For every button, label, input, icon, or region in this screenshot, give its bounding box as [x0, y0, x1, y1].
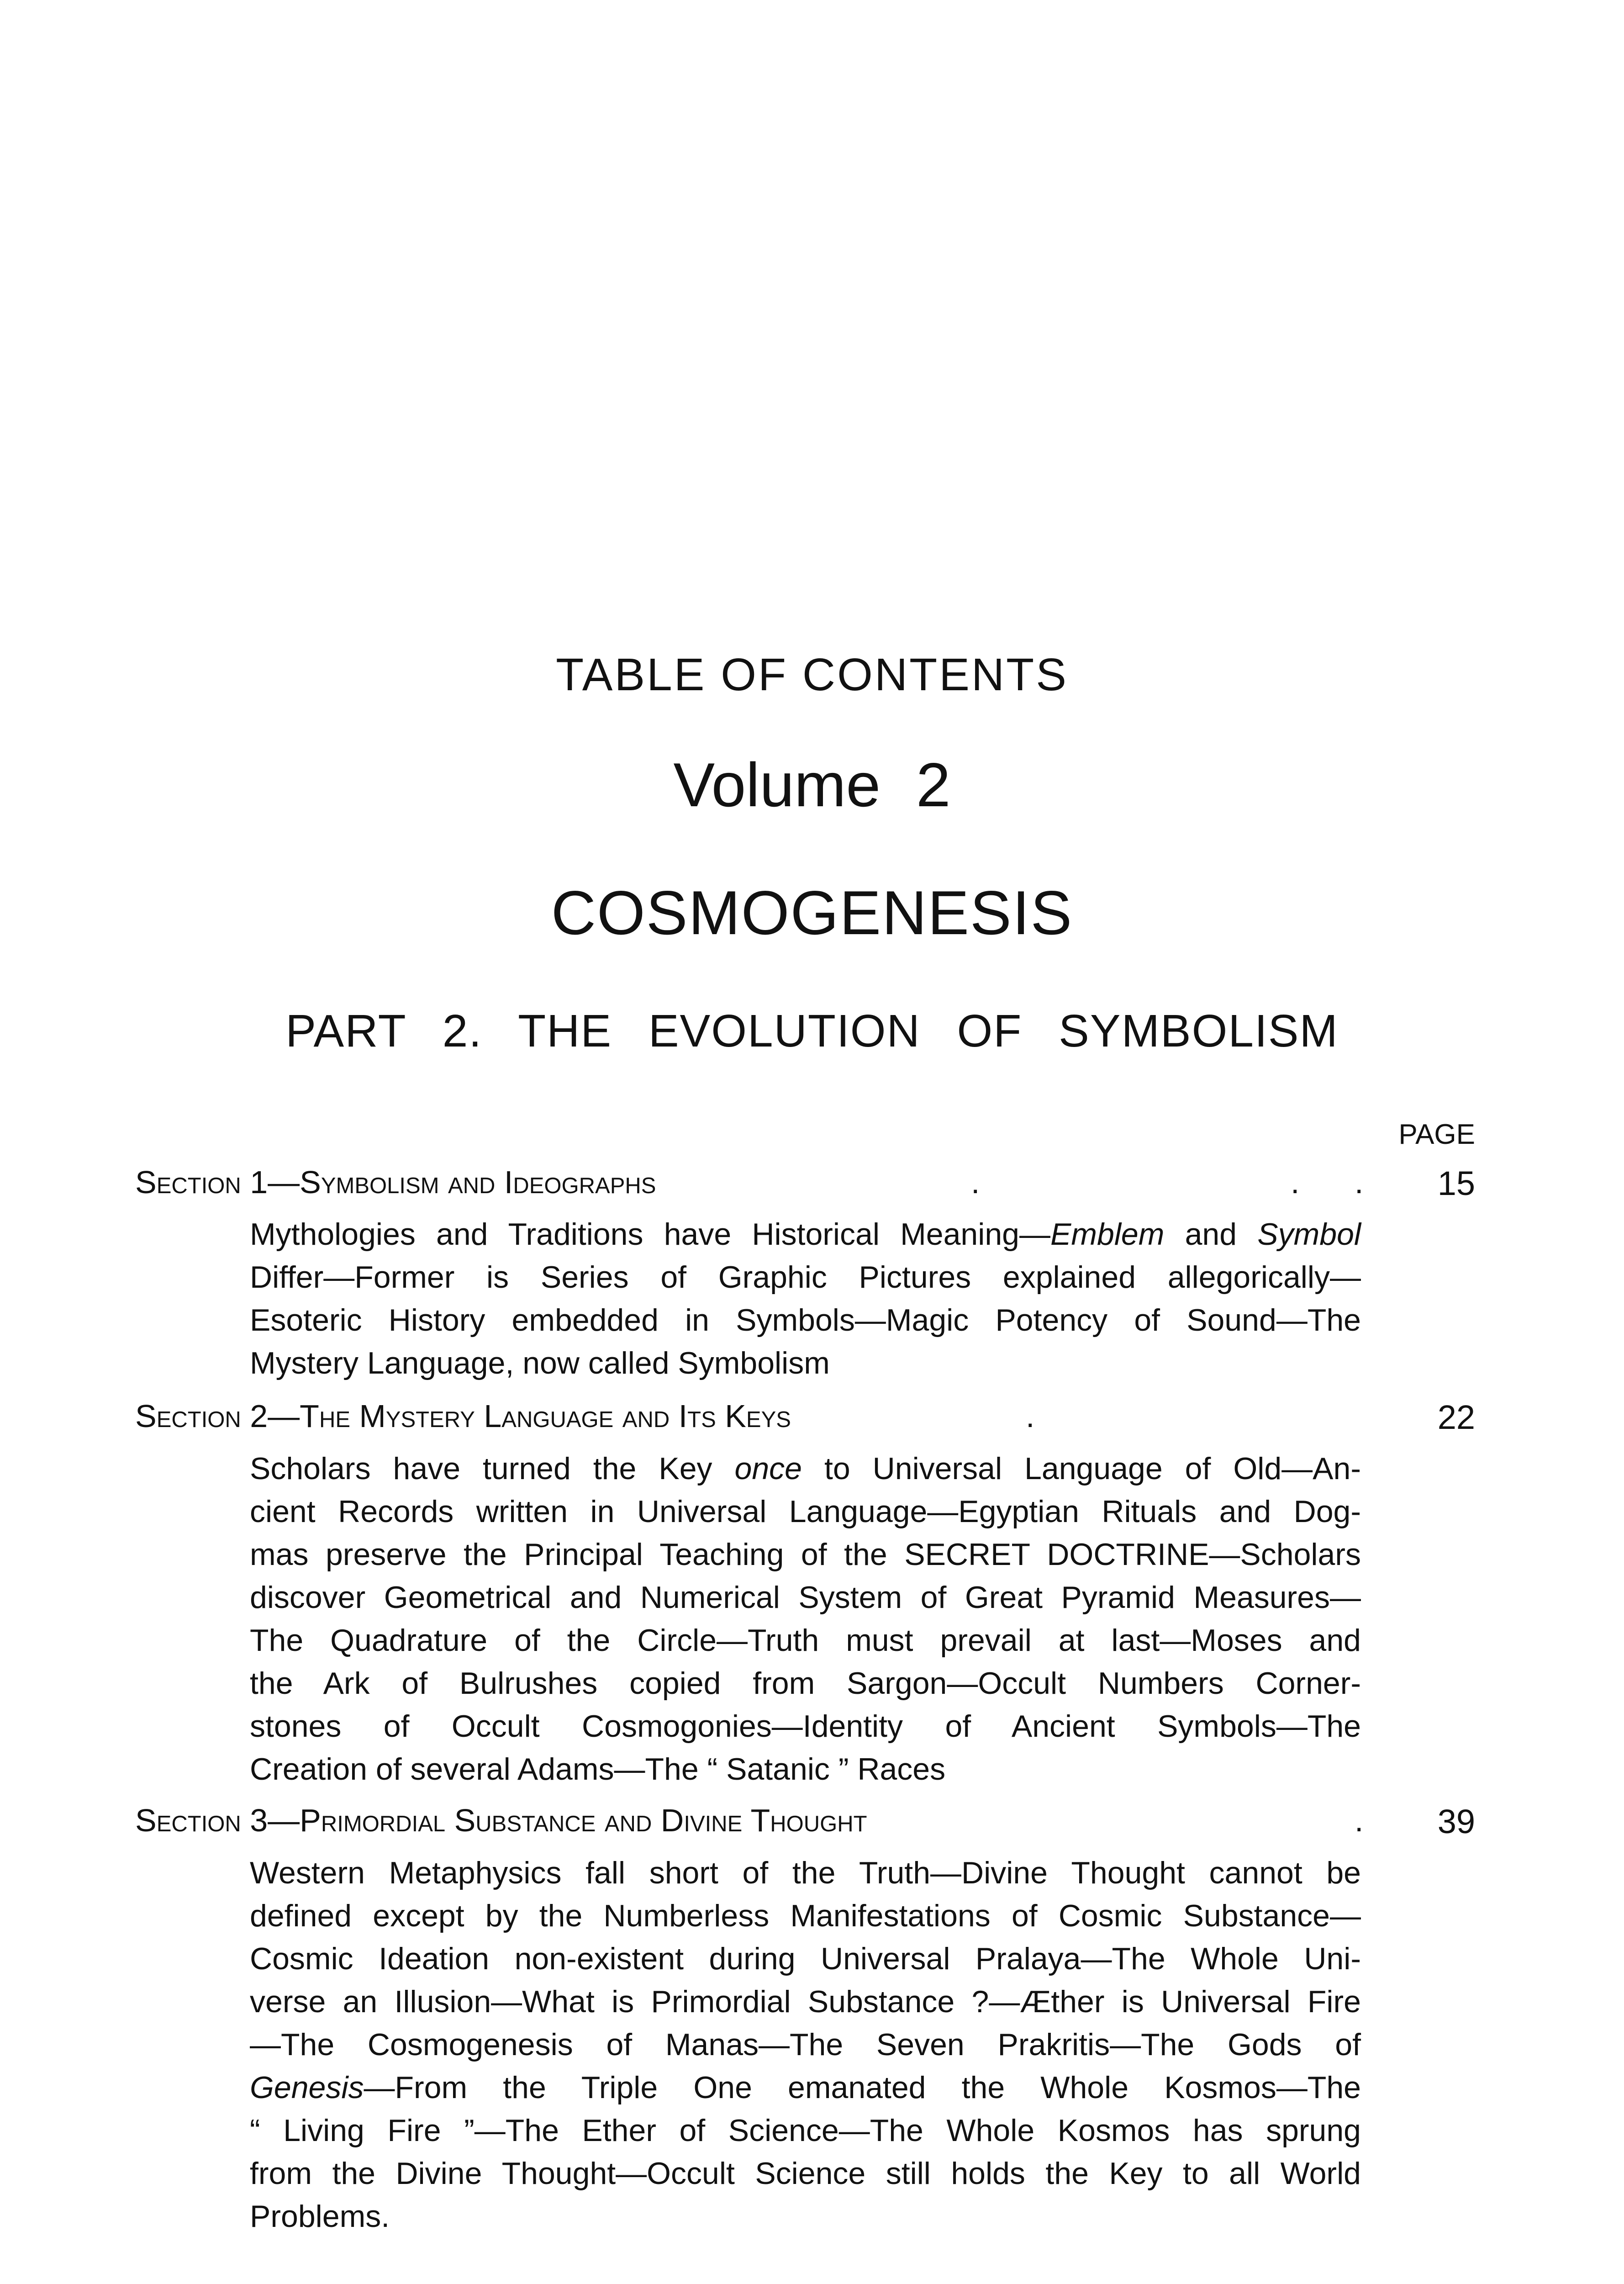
text-segment: Cosmic Ideation non-existent during Universal Pralaya—The Whole Uni-	[250, 1941, 1361, 1976]
summary-line	[250, 1213, 1361, 1256]
leader-dot: .	[1291, 1164, 1300, 1200]
summary-line	[250, 1619, 1361, 1662]
section-2-summary	[250, 1447, 1361, 1791]
summary-line	[250, 1894, 1361, 1937]
section-2-heading[interactable]	[135, 1398, 1475, 1439]
italic-text: once	[734, 1451, 802, 1486]
text-segment: and	[1164, 1217, 1258, 1252]
text-segment: discover Geometrical and Numerical System of Great Pyramid Measures—	[250, 1580, 1361, 1615]
text-segment: defined except by the Numberless Manifestations of Cosmic Substance—	[250, 1898, 1361, 1933]
section-title: Section 3—Primordial Substance and Divine Thought	[135, 1803, 867, 1838]
summary-line	[250, 1447, 1361, 1490]
text-segment: stones of Occult Cosmogonies—Identity of Ancient Symbols—The	[250, 1709, 1361, 1744]
text-segment: Problems.	[250, 2199, 390, 2234]
leader-dot: .	[1026, 1398, 1035, 1434]
summary-line	[250, 1748, 1361, 1791]
section-title: Section 2—The Mystery Language and Its Keys	[135, 1398, 791, 1434]
summary-line	[250, 1937, 1361, 1980]
text-segment: mas preserve the Principal Teaching of the SECRET DOCTRINE—Scholars	[250, 1537, 1361, 1572]
volume-title: Volume 2	[673, 750, 951, 819]
text-segment: Mystery Language, now called Symbolism	[250, 1346, 830, 1380]
section-title: Section 1—Symbolism and Ideographs	[135, 1164, 656, 1200]
summary-line	[250, 2195, 1361, 2238]
summary-line	[250, 1533, 1361, 1576]
summary-line	[250, 1576, 1361, 1619]
italic-text: Emblem	[1050, 1217, 1165, 1252]
section-3-heading[interactable]	[135, 1802, 1475, 1843]
summary-line	[250, 1705, 1361, 1748]
text-segment: to Universal Language of Old—An-	[801, 1451, 1361, 1486]
text-segment: Mythologies and Traditions have Historical Meaning—	[250, 1217, 1050, 1252]
text-segment: “ Living Fire ”—The Ether of Science—The Whole Kosmos has sprung	[250, 2113, 1361, 2148]
text-segment: cient Records written in Universal Language—Egyptian Rituals and Dog-	[250, 1494, 1361, 1529]
text-segment: —The Cosmogenesis of Manas—The Seven Prakritis—The Gods of	[250, 2027, 1361, 2062]
text-segment: Creation of several Adams—The “ Satanic ” Races	[250, 1752, 946, 1787]
leader-dot: .	[1355, 1164, 1364, 1200]
text-segment: from the Divine Thought—Occult Science still holds the Key to all World	[250, 2156, 1361, 2191]
section-page-number: 15	[1437, 1164, 1475, 1202]
summary-line	[250, 2109, 1361, 2152]
toc-heading: TABLE OF CONTENTS	[556, 649, 1068, 700]
text-segment: Differ—Former is Series of Graphic Pictures explained allegorically—	[250, 1260, 1361, 1295]
section-1-summary	[250, 1213, 1361, 1385]
text-segment: Esoteric History embedded in Symbols—Magic Potency of Sound—The	[250, 1303, 1361, 1338]
italic-text: Symbol	[1257, 1217, 1361, 1252]
section-3-summary	[250, 1851, 1361, 2238]
text-segment: Scholars have turned the Key	[250, 1451, 735, 1486]
part-title: PART 2. THE EVOLUTION OF SYMBOLISM	[285, 1005, 1339, 1057]
summary-line	[250, 1851, 1361, 1894]
text-segment: The Quadrature of the Circle—Truth must prevail at last—Moses and	[250, 1623, 1361, 1658]
leader-dot: .	[1355, 1803, 1364, 1838]
summary-line	[250, 1490, 1361, 1533]
summary-line	[250, 2066, 1361, 2109]
summary-line	[250, 2152, 1361, 2195]
section-1-heading[interactable]	[135, 1164, 1475, 1205]
section-page-number: 22	[1437, 1398, 1475, 1436]
summary-line	[250, 1256, 1361, 1299]
section-page-number: 39	[1437, 1803, 1475, 1840]
leader-dot: .	[971, 1164, 980, 1200]
text-segment: Western Metaphysics fall short of the Truth—Divine Thought cannot be	[250, 1856, 1361, 1890]
summary-line	[250, 2023, 1361, 2066]
summary-line	[250, 1299, 1361, 1342]
text-segment: the Ark of Bulrushes copied from Sargon—Occult Numbers Corner-	[250, 1666, 1361, 1701]
summary-line	[250, 1342, 1361, 1385]
page-column-label: PAGE	[1398, 1119, 1475, 1150]
book-title: COSMOGENESIS	[551, 878, 1073, 947]
italic-text: Genesis	[250, 2070, 364, 2105]
text-segment: —From the Triple One emanated the Whole Kosmos—The	[364, 2070, 1361, 2105]
summary-line	[250, 1662, 1361, 1705]
text-segment: verse an Illusion—What is Primordial Substance ?—Æther is Universal Fire	[250, 1984, 1361, 2019]
summary-line	[250, 1980, 1361, 2023]
